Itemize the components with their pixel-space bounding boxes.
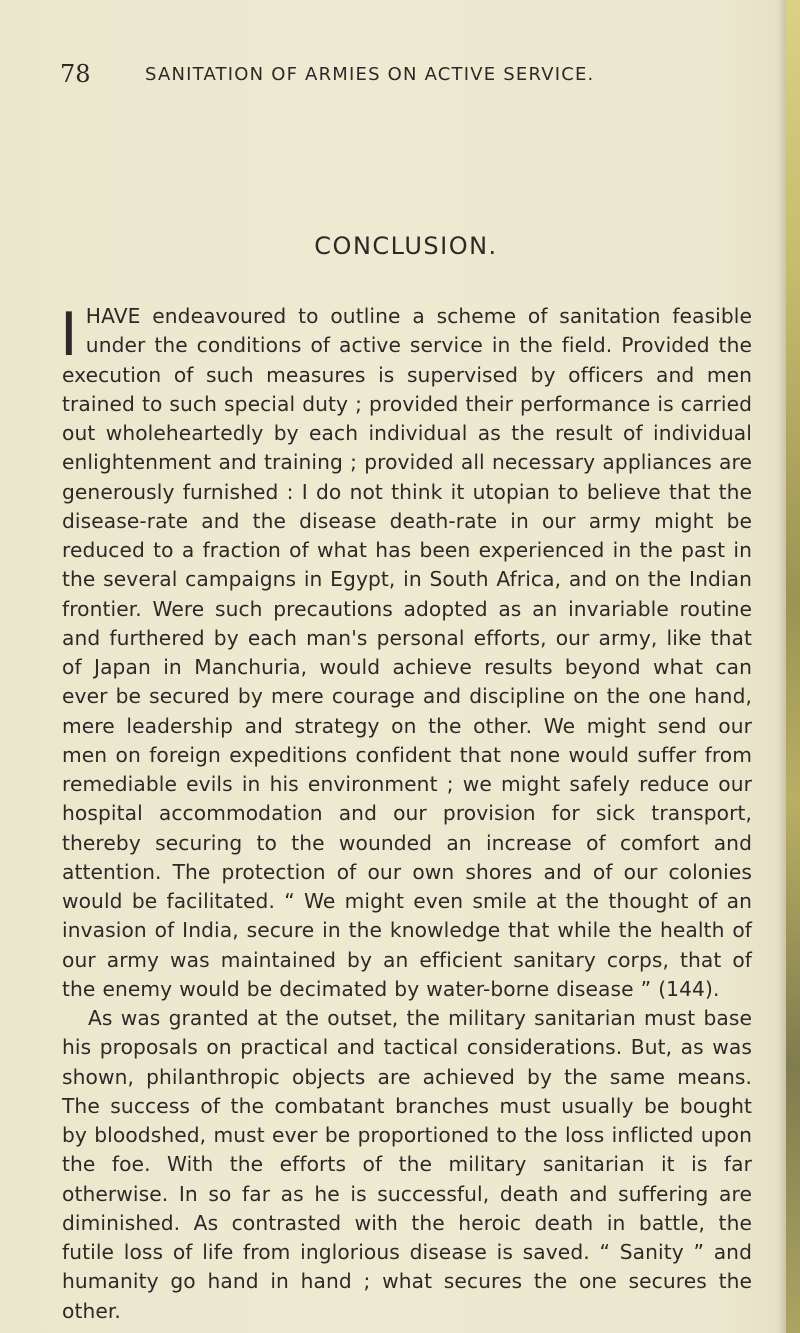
page-edge <box>786 0 800 1333</box>
paragraph-text: As was granted at the outset, the military sanitarian must base his proposals on practical and tactical considerations. But, as was shown, philanthropic objects are achieved by the same means. The success of the combatant branches must usually be bought by bloodshed, must ever be proportioned to the loss inflicted upon the foe. With the efforts of the military sanitarian it is far otherwise. In so far as he is successful, death and suffering are diminished. As contrasted with the heroic death in battle, the futile loss of life from inglorious disease is saved. “ Sanity ” and humanity go hand in hand ; what secures the one secures the other. <box>62 1006 752 1323</box>
page-number: 78 <box>60 60 91 88</box>
drop-cap-initial: I <box>60 300 78 370</box>
paragraph <box>62 1004 752 1326</box>
chapter-title: CONCLUSION. <box>314 232 498 260</box>
body-text <box>62 302 752 1326</box>
page-header <box>60 60 750 88</box>
paragraph <box>62 302 752 1004</box>
page-edge-shadow <box>778 0 786 1333</box>
paragraph-text: HAVE endeavoured to outline a scheme of sanitation feasible under the conditions of active service in the field. Provided the execution of such measures is supervised by officers and men trained to such special duty ; provided their performance is carried out wholeheartedly by each individual as the result of individual enlightenment and training ; provided all necessary appliances are generously furnished : I do not think it utopian to believe that the disease-rate and the disease death-rate in our army might be reduced to a fraction of what has been experienced in the past in the several campaigns in Egypt, in South Africa, and on the Indian frontier. Were such precautions adopted as an invariable routine and furthered by each man's personal efforts, our army, like that of Japan in Manchuria, would achieve results beyond what can ever be secured by mere courage and discipline on the one hand, mere leadership and strategy on the other. We might send our men on foreign expeditions confident that none would suffer from remediable evils in his environment ; we might safely reduce our hospital accommodation and our provision for sick transport, thereby securing to the wounded an increase of comfort and attention. The protection of our own shores and of our colonies would be facilitated. “ We might even smile at the thought of an invasion of India, secure in the knowledge that while the health of our army was maintained by an efficient sanitary corps, that of the enemy would be decimated by water-borne disease ” (144). <box>62 304 753 1001</box>
running-head: SANITATION OF ARMIES ON ACTIVE SERVICE. <box>145 64 595 85</box>
